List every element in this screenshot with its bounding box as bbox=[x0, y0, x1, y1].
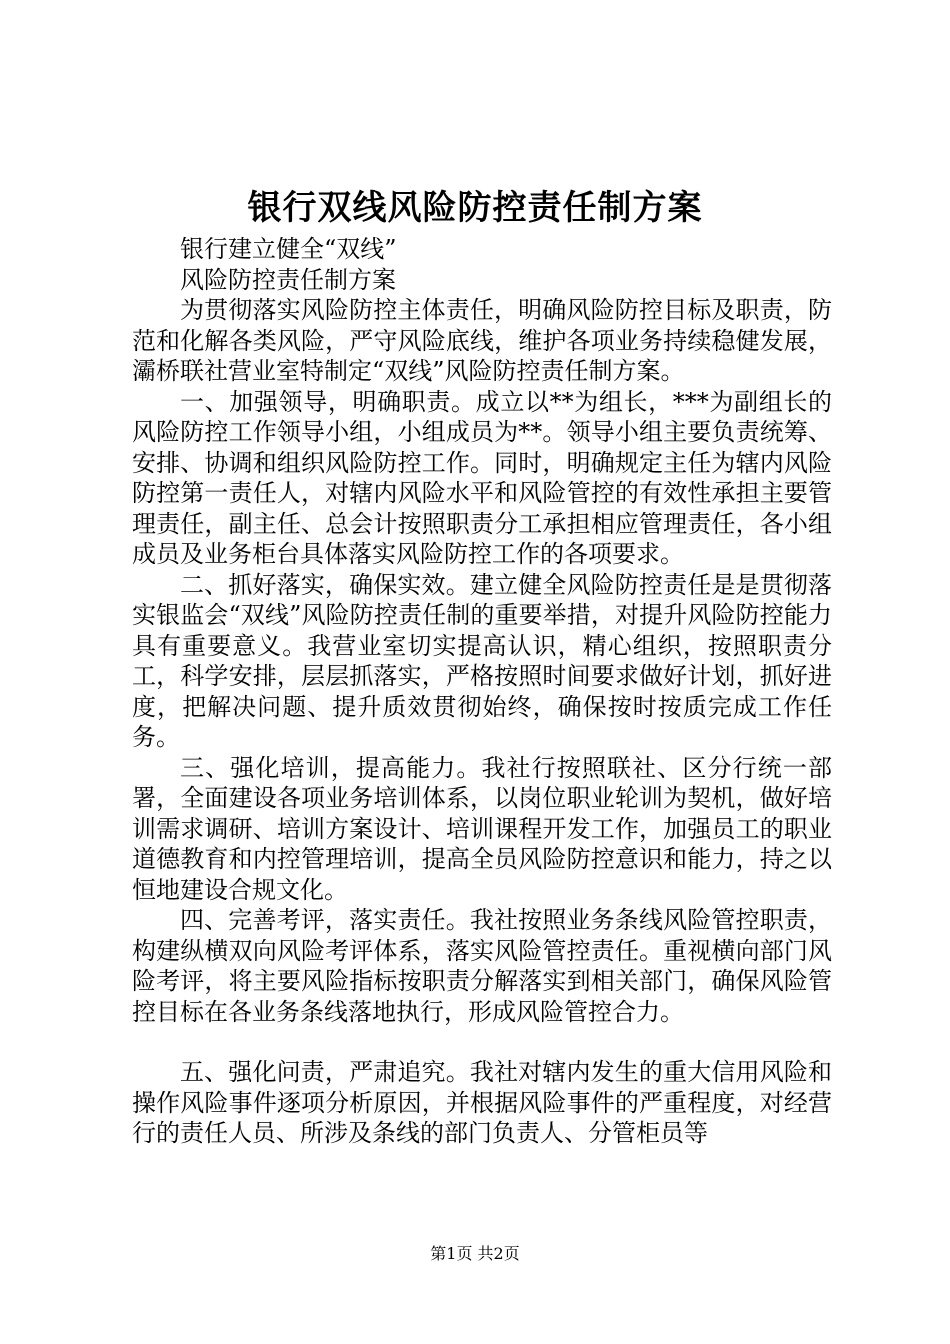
section-2-paragraph: 二、抓好落实，确保实效。建立健全风险防控责任是是贯彻落实银监会“双线”风险防控责任制的重要举措，对提升风险防控能力具有重要意义。我营业室切实提高认识，精心组织，按照职责分工，科学安排，层层抓落实，严格按照时间要求做好计划，抓好进度，把解决问题、提升质效贯彻始终，确保按时按质完成工作任务。 bbox=[132, 570, 832, 751]
document-body bbox=[132, 234, 832, 1149]
section-4-paragraph: 四、完善考评，落实责任。我社按照业务条线风险管控职责，构建纵横双向风险考评体系，落实风险管控责任。重视横向部门风险考评，将主要风险指标按职责分解落实到相关部门，确保风险管控目标在各业务条线落地执行，形成风险管控合力。 bbox=[132, 906, 832, 1026]
section-5-paragraph: 五、强化问责，严肃追究。我社对辖内发生的重大信用风险和操作风险事件逐项分析原因，并根据风险事件的严重程度，对经营行的责任人员、所涉及条线的部门负责人、分管柜员等 bbox=[132, 1058, 832, 1147]
intro-paragraph: 为贯彻落实风险防控主体责任，明确风险防控目标及职责，防范和化解各类风险，严守风险底线，维护各项业务持续稳健发展，灞桥联社营业室特制定“双线”风险防控责任制方案。 bbox=[132, 296, 832, 385]
subtitle-line-1: 银行建立健全“双线” bbox=[180, 235, 397, 263]
page-number-footer: 第1页 共2页 bbox=[430, 1244, 520, 1263]
subtitle-line-2: 风险防控责任制方案 bbox=[180, 265, 396, 294]
document-title: 银行双线风险防控责任制方案 bbox=[247, 188, 703, 228]
section-3-paragraph: 三、强化培训，提高能力。我社行按照联社、区分行统一部署，全面建设各项业务培训体系，以岗位职业轮训为契机，做好培训需求调研、培训方案设计、培训课程开发工作，加强员工的职业道德教育和内控管理培训，提高全员风险防控意识和能力，持之以恒地建设合规文化。 bbox=[132, 753, 832, 904]
section-1-paragraph: 一、加强领导，明确职责。成立以**为组长，***为副组长的风险防控工作领导小组，小组成员为**。领导小组主要负责统筹、安排、协调和组织风险防控工作。同时，明确规定主任为辖内风险防控第一责任人，对辖内风险水平和风险管控的有效性承担主要管理责任，副主任、总会计按照职责分工承担相应管理责任，各小组成员及业务柜台具体落实风险防控工作的各项要求。 bbox=[132, 387, 832, 568]
